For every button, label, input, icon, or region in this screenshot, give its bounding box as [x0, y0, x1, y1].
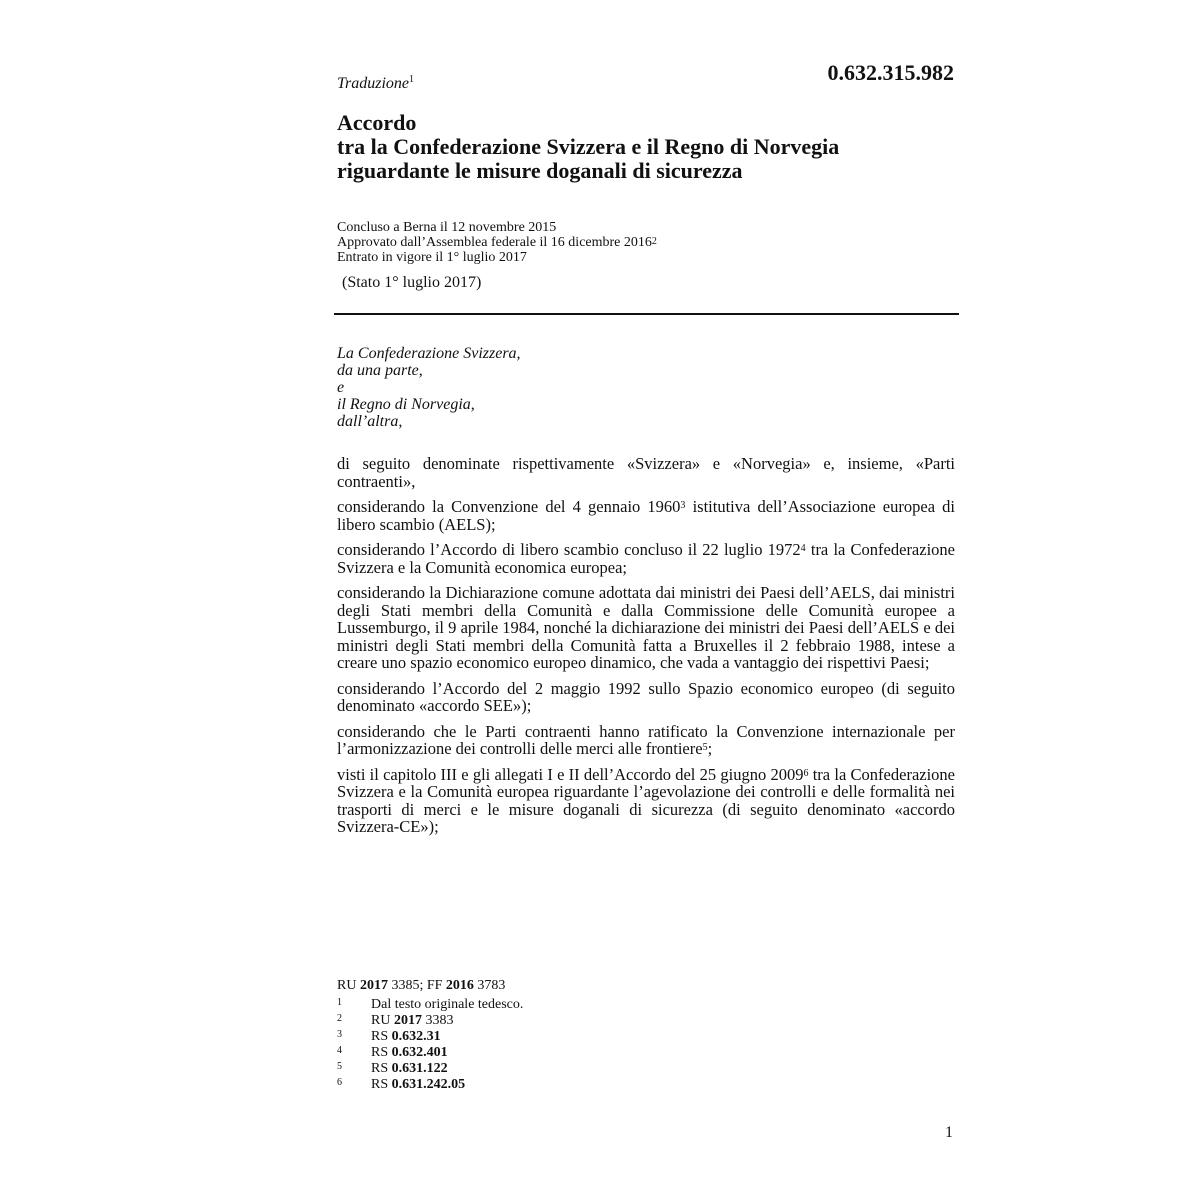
publication-references: RU 2017 3385; FF 2016 3783 [337, 978, 506, 993]
preamble-paragraph: considerando l’Accordo del 2 maggio 1992 sullo Spazio economico europeo (di seguito denominato «accordo SEE»); [337, 678, 955, 715]
preamble-paragraph: di seguito denominate rispettivamente «Svizzera» e «Norvegia» e, insieme, «Parti contraenti», [337, 454, 955, 491]
preamble-paragraph: considerando la Convenzione del 4 gennaio 1960$^3$ istitutiva dell’Associazione europea di libero scambio (AELS); [337, 497, 955, 534]
preamble-paragraph: considerando l’Accordo di libero scambio concluso il 22 luglio 1972$^4$ tra la Confederazione Svizzera e la Comunità economica europea; [337, 540, 955, 577]
footnote: 5 RS 0.631.122 [337, 1061, 448, 1076]
rs-link[interactable]: 0.631.242.05 [391, 1077, 466, 1092]
party-line: dall’altra, [337, 413, 403, 430]
entry-date: Entrato in vigore il 1° luglio 2017 [337, 250, 527, 265]
document-subtitle: Traduzione$^1$ [337, 74, 415, 92]
footnote: 6 RS 0.631.242.05 [337, 1077, 466, 1092]
footnote-ref-4[interactable]: 4 [800, 543, 806, 554]
preamble [337, 455, 955, 844]
approved-date: Approvato dall’Assemblea federale il 16 dicembre 2016$^2$ [337, 235, 657, 250]
title-line: riguardante le misure doganali di sicurezza [337, 158, 743, 183]
preamble-paragraph: considerando la Dichiarazione comune adottata dai ministri dei Paesi dell’AELS, dai ministri degli Stati membri della Comunità e dalla Commissione delle Comunità europee a Lussemburgo, il 9 aprile 1984, nonché la dichiarazione dei ministri dei Paesi dell’AELS e dei ministri degli Stati membri della Comunità fatta a Bruxelles il 2 febbraio 1988, intese a creare uno spazio economico europeo dinamico, che vada a vantaggio dei rispettivi Paesi; [337, 583, 955, 672]
footnote-ref-5[interactable]: 5 [702, 742, 708, 753]
page-number: 1 [945, 1124, 953, 1141]
concluded-date: Concluso a Berna il 12 novembre 2015 [337, 220, 557, 235]
party-line: e [337, 379, 345, 396]
footnote: 1 Dal testo originale tedesco. [337, 997, 524, 1012]
title-line: tra la Confederazione Svizzera e il Regno di Norvegia [337, 134, 840, 159]
rs-link[interactable]: 0.632.401 [391, 1045, 448, 1060]
status-date: (Stato 1° luglio 2017) [342, 274, 482, 291]
footnotes [337, 997, 523, 1093]
contracting-parties [337, 345, 521, 430]
footnote: 3 RS 0.632.31 [337, 1029, 441, 1044]
document-title [337, 111, 957, 183]
footnote: 4 RS 0.632.401 [337, 1045, 448, 1060]
systematic-number: 0.632.315.982 [827, 60, 954, 85]
document-metadata [337, 220, 657, 265]
rs-link[interactable]: 0.632.31 [391, 1029, 441, 1044]
preamble-paragraph: visti il capitolo III e gli allegati I e II dell’Accordo del 25 giugno 2009$^6$ tra la Confederazione Svizzera e la Comunità europea riguardante l’agevolazione dei controlli e delle formalità nei trasporti di merci e le misure doganali di sicurezza (di seguito denominato «accordo Svizzera-CE»); [337, 764, 955, 836]
party-line: da una parte, [337, 362, 423, 379]
footnote-ref-1[interactable]: 1 [409, 74, 415, 85]
header-divider [334, 313, 959, 315]
party-line: il Regno di Norvegia, [337, 396, 475, 413]
footnote-ref-3[interactable]: 3 [680, 500, 686, 511]
party-line: La Confederazione Svizzera, [337, 345, 521, 362]
footnote: 2 RU 2017 3383 [337, 1013, 454, 1028]
footnote-ref-6[interactable]: 6 [803, 767, 809, 779]
rs-link[interactable]: 0.631.122 [391, 1061, 448, 1076]
preamble-paragraph: considerando che le Parti contraenti hanno ratificato la Convenzione internazionale per l’armonizzazione dei controlli delle merci alle frontiere$^5$; [337, 721, 955, 758]
footnote-ref-2[interactable]: 2 [651, 236, 657, 247]
title-line: Accordo [337, 110, 417, 135]
